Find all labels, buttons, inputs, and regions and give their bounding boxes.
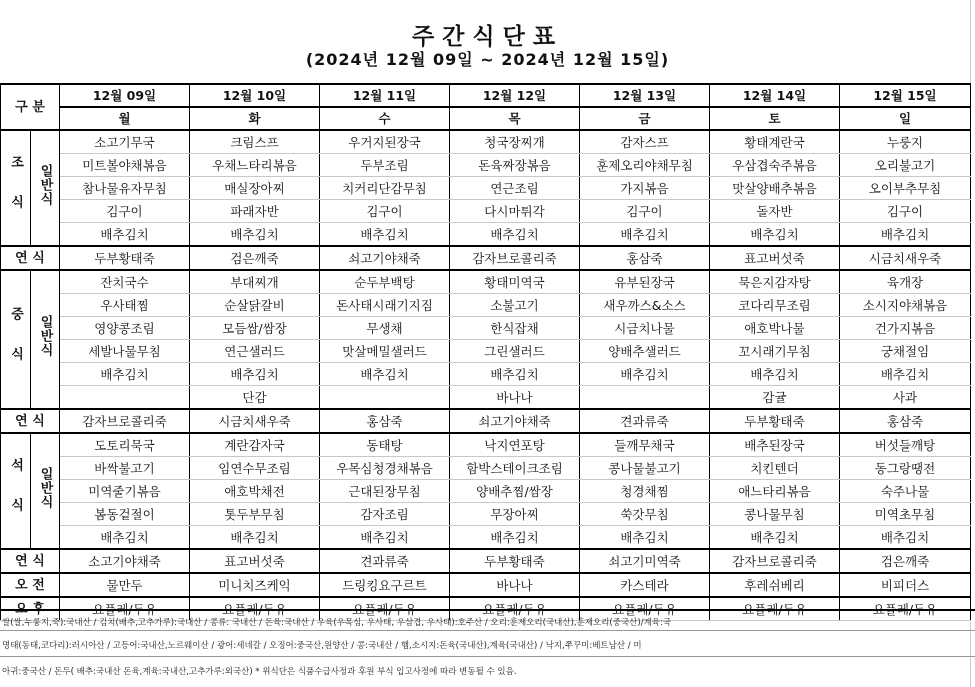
breakfast-item: 훈제오리야채무침: [580, 154, 710, 177]
breakfast-item: 다시마튀각: [450, 200, 580, 223]
snack-label: 연 식: [1, 549, 60, 573]
snack3-item: 소고기야채죽: [60, 549, 190, 573]
breakfast-item: 연근조림: [450, 177, 580, 200]
dinner-item: 배추김치: [710, 526, 840, 550]
snack3-item: 두부황태죽: [450, 549, 580, 573]
dinner-item: 함박스테이크조림: [450, 457, 580, 480]
breakfast-item: 배추김치: [840, 223, 971, 247]
weekday-header: 토: [710, 107, 840, 130]
lunch-item: 돈사태시래기지짐: [320, 294, 450, 317]
am-item: 물만두: [60, 573, 190, 597]
dinner-item: 애느타리볶음: [710, 480, 840, 503]
breakfast-item: 돌자반: [710, 200, 840, 223]
weekday-header: 수: [320, 107, 450, 130]
breakfast-item: 오리불고기: [840, 154, 971, 177]
snack3-item: 견과류죽: [320, 549, 450, 573]
lunch-item: 꼬시래기무침: [710, 340, 840, 363]
lunch-item: 코다리무조림: [710, 294, 840, 317]
lunch-item: 한식잡채: [450, 317, 580, 340]
date-header: 12월 09일: [60, 84, 190, 107]
breakfast-item: 김구이: [840, 200, 971, 223]
dinner-item: 배추김치: [840, 526, 971, 550]
snack-label: 연 식: [1, 246, 60, 270]
am-item: 비피더스: [840, 573, 971, 597]
dinner-item: 애호박채전: [190, 480, 320, 503]
snack3-item: 쇠고기미역죽: [580, 549, 710, 573]
date-header: 12월 13일: [580, 84, 710, 107]
am-label: 오 전: [1, 573, 60, 597]
lunch-label-cell: [1, 270, 31, 409]
lunch-item: 영양콩조림: [60, 317, 190, 340]
origin-note: 아귀:중국산 / 돈두( 배추:국내산 돈육,계육:국내산,고추가루:외국산) * 위식단은 식품수급사정과 후원 부식 입고사정에 따라 변동될 수 있음.: [2, 667, 517, 677]
lunch-item: 건가지볶음: [840, 317, 971, 340]
am-item: 후레쉬베리: [710, 573, 840, 597]
lunch-item: 육개장: [840, 270, 971, 294]
breakfast-item: 가지볶음: [580, 177, 710, 200]
lunch-item: 양배추샐러드: [580, 340, 710, 363]
lunch-item: 맛살메밀샐러드: [320, 340, 450, 363]
dinner-item: 배추김치: [320, 526, 450, 550]
dinner-item: 낙지연포탕: [450, 433, 580, 457]
snack2-item: 홍삼죽: [840, 409, 971, 433]
date-header: 12월 10일: [190, 84, 320, 107]
breakfast-item: 우채느타리볶음: [190, 154, 320, 177]
breakfast-item: 김구이: [60, 200, 190, 223]
breakfast-item: 크림스프: [190, 130, 320, 154]
lunch-item: 배추김치: [320, 363, 450, 386]
lunch-item: 우사태찜: [60, 294, 190, 317]
lunch-item: 연근샐러드: [190, 340, 320, 363]
dinner-item: 배추김치: [580, 526, 710, 550]
am-item: 드링킹요구르트: [320, 573, 450, 597]
date-header: 12월 11일: [320, 84, 450, 107]
lunch-item: [580, 386, 710, 410]
snack1-item: 두부황태죽: [60, 246, 190, 270]
snack2-item: 쇠고기야채죽: [450, 409, 580, 433]
lunch-item: 순두부백탕: [320, 270, 450, 294]
breakfast-item: 우거지된장국: [320, 130, 450, 154]
weekday-header: 월: [60, 107, 190, 130]
breakfast-item: 배추김치: [580, 223, 710, 247]
lunch-item: [320, 386, 450, 410]
dinner-item: 배추김치: [450, 526, 580, 550]
weekday-header: 금: [580, 107, 710, 130]
lunch-item: 시금치나물: [580, 317, 710, 340]
breakfast-label: 조 식: [8, 155, 23, 214]
lunch-item: 배추김치: [450, 363, 580, 386]
lunch-item: 잔치국수: [60, 270, 190, 294]
lunch-item: 배추김치: [710, 363, 840, 386]
dinner-item: 봄동겉절이: [60, 503, 190, 526]
lunch-item: 단감: [190, 386, 320, 410]
general-label-cell: [31, 433, 60, 549]
snack3-item: 표고버섯죽: [190, 549, 320, 573]
snack1-item: 시금치새우죽: [840, 246, 971, 270]
lunch-item: 배추김치: [190, 363, 320, 386]
snack1-item: 검은깨죽: [190, 246, 320, 270]
origin-note: 쌀(쌀,누룽지,죽):국내산 / 김치(배추,고추가루):국내산 / 콩류: 국내산 / 돈육:국내산 / 우육(우목심, 우사태, 우삼겹, 우사태):호주산 / 오리:훈제오리(국내산),훈제오리(중국산)/계육:국: [2, 618, 672, 628]
dinner-item: 배추된장국: [710, 433, 840, 457]
breakfast-item: 황태계란국: [710, 130, 840, 154]
snack1-item: 감자브로콜리죽: [450, 246, 580, 270]
breakfast-label-cell: [1, 130, 31, 246]
date-range: (2024년 12월 09일 ~ 2024년 12월 15일): [305, 50, 670, 69]
breakfast-item: 소고기무국: [60, 130, 190, 154]
breakfast-item: 누룽지: [840, 130, 971, 154]
am-item: 미니치즈케익: [190, 573, 320, 597]
note-separator: [0, 630, 975, 631]
breakfast-item: 청국장찌개: [450, 130, 580, 154]
dinner-item: 미역줄기볶음: [60, 480, 190, 503]
lunch-item: 황태미역국: [450, 270, 580, 294]
weekday-header: 목: [450, 107, 580, 130]
snack2-item: 감자브로콜리죽: [60, 409, 190, 433]
lunch-item: 애호박나물: [710, 317, 840, 340]
weekday-header: 화: [190, 107, 320, 130]
lunch-item: 소불고기: [450, 294, 580, 317]
dinner-item: 동그랑땡전: [840, 457, 971, 480]
snack3-item: 검은깨죽: [840, 549, 971, 573]
lunch-item: 그린샐러드: [450, 340, 580, 363]
dinner-item: 계란감자국: [190, 433, 320, 457]
lunch-item: 세발나물무침: [60, 340, 190, 363]
origin-note: 명태(동태,코다리):러시아산 / 고등어:국내산,노르웨이산 / 광어:세네갈 / 오징어:중국산,원양산 / 콩:국내산 / 햄,소시지:돈육(국내산),계육(국내산) / 낙지,쭈꾸미:베트남산 / 미: [2, 641, 642, 651]
breakfast-item: 미트볼야채볶음: [60, 154, 190, 177]
am-item: 카스테라: [580, 573, 710, 597]
table-bottom-border: [0, 609, 975, 611]
breakfast-item: 배추김치: [710, 223, 840, 247]
breakfast-item: 배추김치: [320, 223, 450, 247]
snack1-item: 홍삼죽: [580, 246, 710, 270]
breakfast-item: 감자스프: [580, 130, 710, 154]
dinner-item: 바싹불고기: [60, 457, 190, 480]
weekly-menu-table: [0, 83, 971, 621]
dinner-item: 버섯들깨탕: [840, 433, 971, 457]
snack2-item: 시금치새우죽: [190, 409, 320, 433]
note-separator: [0, 656, 975, 657]
lunch-label: 중 식: [8, 306, 23, 366]
general-diet-label: 일반식: [37, 466, 53, 509]
lunch-item: 배추김치: [580, 363, 710, 386]
lunch-item: 유부된장국: [580, 270, 710, 294]
breakfast-item: 김구이: [320, 200, 450, 223]
dinner-item: 도토리묵국: [60, 433, 190, 457]
general-diet-label: 일반식: [37, 163, 53, 206]
general-label-cell: [31, 270, 60, 409]
snack1-item: 표고버섯죽: [710, 246, 840, 270]
lunch-item: 모듬쌈/쌈장: [190, 317, 320, 340]
breakfast-item: 오이부추무침: [840, 177, 971, 200]
am-item: 바나나: [450, 573, 580, 597]
snack2-item: 견과류죽: [580, 409, 710, 433]
dinner-item: 들깨무채국: [580, 433, 710, 457]
weekday-header: 일: [840, 107, 971, 130]
dinner-item: 무장아찌: [450, 503, 580, 526]
breakfast-item: 배추김치: [60, 223, 190, 247]
dinner-item: 배추김치: [60, 526, 190, 550]
lunch-item: 무생채: [320, 317, 450, 340]
lunch-item: 배추김치: [840, 363, 971, 386]
lunch-item: 사과: [840, 386, 971, 410]
dinner-item: 숙주나물: [840, 480, 971, 503]
dinner-item: 동태탕: [320, 433, 450, 457]
dinner-item: 임연수무조림: [190, 457, 320, 480]
snack2-item: 두부황태죽: [710, 409, 840, 433]
date-header: 12월 14일: [710, 84, 840, 107]
lunch-item: 감귤: [710, 386, 840, 410]
dinner-item: 근대된장무침: [320, 480, 450, 503]
dinner-item: 양배추찜/쌈장: [450, 480, 580, 503]
dinner-label: 석 식: [8, 458, 23, 517]
dinner-item: 톳두부무침: [190, 503, 320, 526]
snack2-item: 홍삼죽: [320, 409, 450, 433]
breakfast-item: 돈육짜장볶음: [450, 154, 580, 177]
lunch-item: 순살닭갈비: [190, 294, 320, 317]
breakfast-item: 치커리단감무침: [320, 177, 450, 200]
dinner-label-cell: [1, 433, 31, 549]
breakfast-item: 참나물유자무침: [60, 177, 190, 200]
breakfast-item: 김구이: [580, 200, 710, 223]
lunch-item: 새우까스&소스: [580, 294, 710, 317]
dinner-item: 우목심청경채볶음: [320, 457, 450, 480]
page-title: 주간식단표: [411, 24, 564, 50]
breakfast-item: 배추김치: [450, 223, 580, 247]
breakfast-item: 우삼겹숙주볶음: [710, 154, 840, 177]
dinner-item: 미역초무침: [840, 503, 971, 526]
dinner-item: 배추김치: [190, 526, 320, 550]
breakfast-item: 두부조림: [320, 154, 450, 177]
breakfast-item: 매실장아찌: [190, 177, 320, 200]
dinner-item: 치킨텐더: [710, 457, 840, 480]
lunch-item: 바나나: [450, 386, 580, 410]
general-diet-label: 일반식: [37, 315, 53, 357]
breakfast-item: 배추김치: [190, 223, 320, 247]
lunch-item: 궁채절임: [840, 340, 971, 363]
lunch-item: 소시지야채볶음: [840, 294, 971, 317]
dinner-item: 감자조림: [320, 503, 450, 526]
dinner-item: 쑥갓무침: [580, 503, 710, 526]
breakfast-item: 맛살양배추볶음: [710, 177, 840, 200]
lunch-item: 묵은지감자탕: [710, 270, 840, 294]
snack1-item: 쇠고기야채죽: [320, 246, 450, 270]
lunch-item: 배추김치: [60, 363, 190, 386]
date-header: 12월 12일: [450, 84, 580, 107]
lunch-item: 부대찌개: [190, 270, 320, 294]
gubun-label: 구 분: [1, 84, 60, 130]
dinner-item: 청경채찜: [580, 480, 710, 503]
lunch-item: [60, 386, 190, 410]
date-header: 12월 15일: [840, 84, 971, 107]
snack-label: 연 식: [1, 409, 60, 433]
dinner-item: 콩나물무침: [710, 503, 840, 526]
breakfast-item: 파래자반: [190, 200, 320, 223]
dinner-item: 콩나물불고기: [580, 457, 710, 480]
general-label-cell: [31, 130, 60, 246]
snack3-item: 감자브로콜리죽: [710, 549, 840, 573]
